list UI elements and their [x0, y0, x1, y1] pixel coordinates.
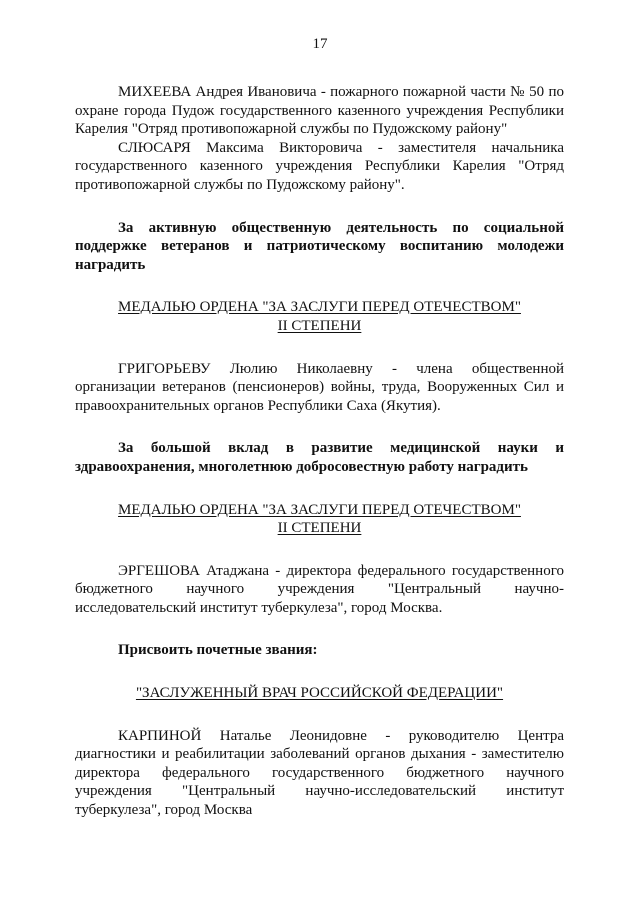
- award-degree: [75, 519, 564, 538]
- award-recipient-paragraph: ЭРГЕШОВА Атаджана - директора федерального государственного бюджетного научного учреждения "Центральный научно-исследовательский институт туберкулеза", город Москва.: [75, 562, 564, 616]
- decree-heading: За большой вклад в развитие медицинской науки и здравоохранения, многолетнюю добросовестную работу наградить: [75, 440, 564, 475]
- honorary-title: [75, 684, 564, 703]
- award-title: [75, 501, 564, 520]
- award-degree: [75, 317, 564, 336]
- award-title-line: МЕДАЛЬЮ ОРДЕНА "ЗА ЗАСЛУГИ ПЕРЕД ОТЕЧЕСТВОМ": [118, 501, 521, 518]
- award-recipient-paragraph: КАРПИНОЙ Наталье Леонидовне - руководителю Центра диагностики и реабилитации заболеваний органов дыхания - заместителю директора федерального государственного бюджетного научного учреждения "Центральный научно-исследовательский институт туберкулеза", город Москва: [75, 727, 564, 819]
- decree-heading: За активную общественную деятельность по социальной поддержке ветеранов и патриотическому воспитанию молодежи наградить: [75, 219, 564, 273]
- decree-heading: Присвоить почетные звания:: [118, 642, 318, 659]
- page-number: 17: [312, 36, 328, 52]
- award-recipient-paragraph: СЛЮСАРЯ Максима Викторовича - заместителя начальника государственного казенного учреждения Республики Карелия "Отряд противопожарной службы по Пудожскому району".: [75, 139, 564, 193]
- award-recipient-paragraph: МИХЕЕВА Андрея Ивановича - пожарного пожарной части № 50 по охране города Пудож государственного казенного учреждения Республики Карелия "Отряд противопожарной службы по Пудожскому району": [75, 84, 564, 138]
- award-title-line: МЕДАЛЬЮ ОРДЕНА "ЗА ЗАСЛУГИ ПЕРЕД ОТЕЧЕСТВОМ": [118, 299, 521, 316]
- award-title: [75, 298, 564, 317]
- award-degree-line: II СТЕПЕНИ: [277, 520, 362, 537]
- award-degree-line: II СТЕПЕНИ: [277, 317, 362, 334]
- award-recipient-paragraph: ГРИГОРЬЕВУ Люлию Николаевну - члена общественной организации ветеранов (пенсионеров) войны, труда, Вооруженных Сил и правоохранительных органов Республики Саха (Якутия).: [75, 360, 564, 414]
- honorary-title-line: "ЗАСЛУЖЕННЫЙ ВРАЧ РОССИЙСКОЙ ФЕДЕРАЦИИ": [135, 685, 504, 702]
- document-body: [75, 83, 564, 820]
